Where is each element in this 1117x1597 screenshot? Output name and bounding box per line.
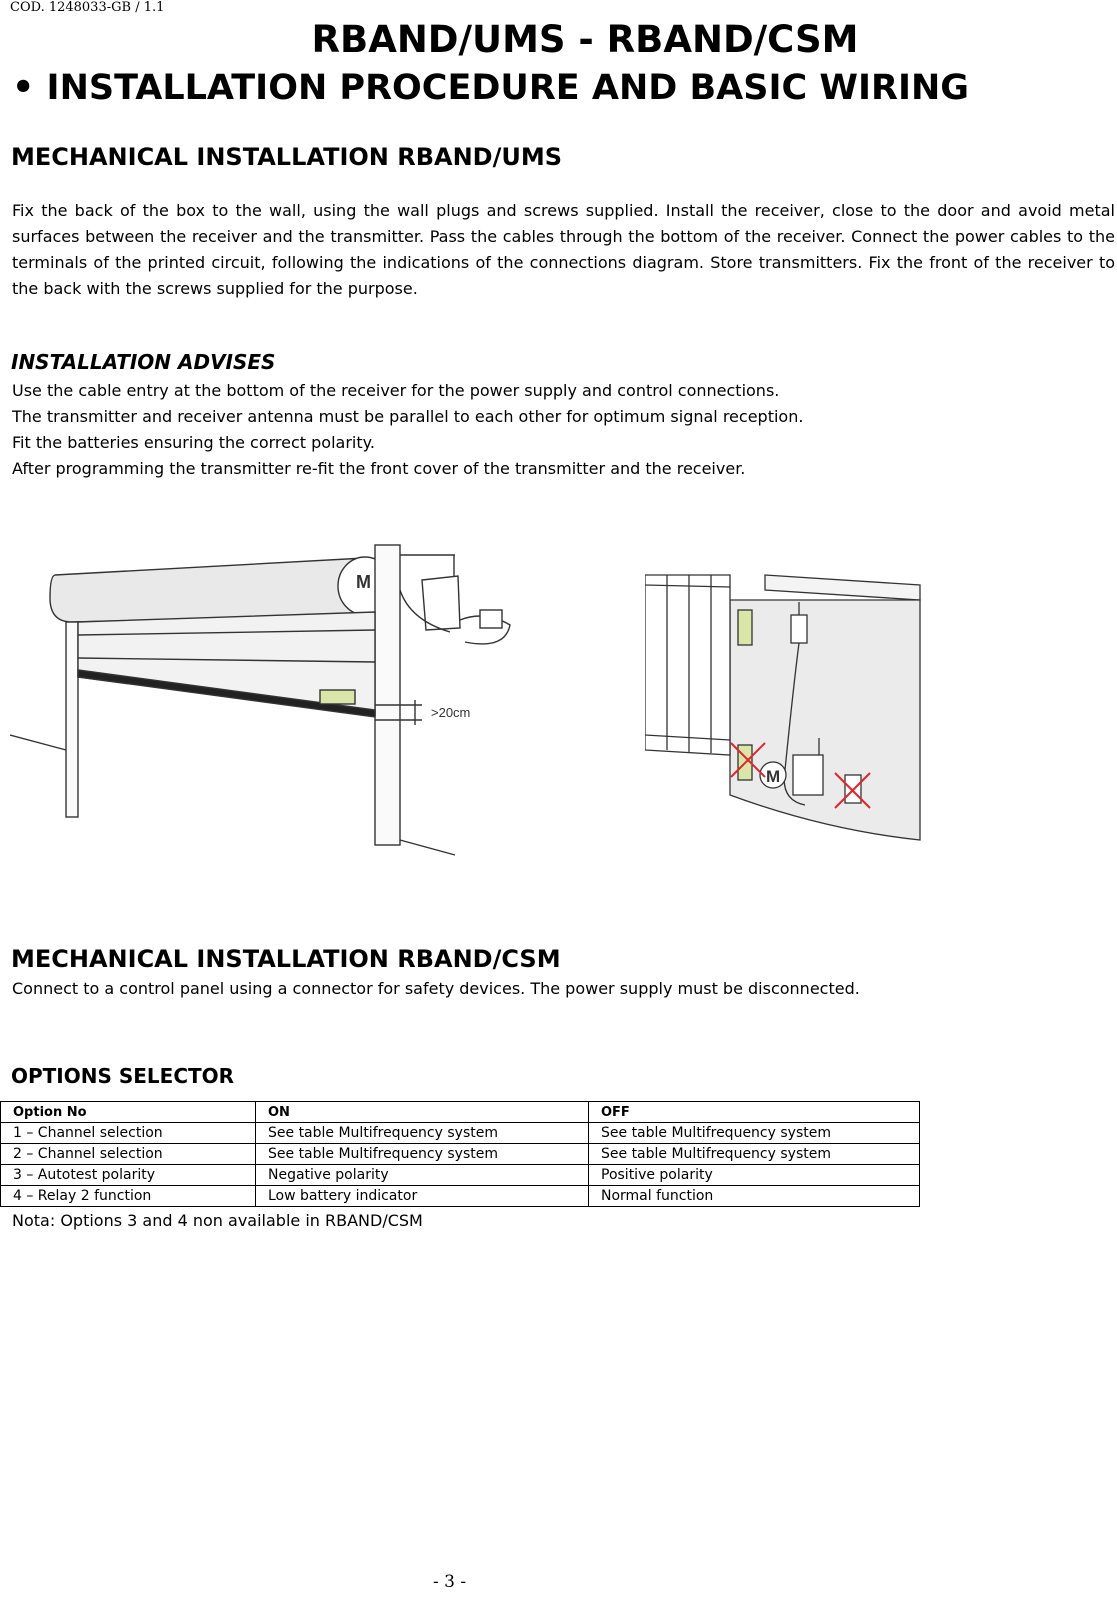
table-cell: Low battery indicator <box>256 1186 589 1207</box>
document-title: RBAND/UMS - RBAND/CSM <box>311 18 859 61</box>
right-wall-post <box>375 545 400 845</box>
page-number: - 3 - <box>433 1572 467 1592</box>
motor-label: M <box>766 767 781 786</box>
ground-line-left <box>10 735 66 750</box>
column-header: OFF <box>589 1102 920 1123</box>
distance-label: >20cm <box>431 705 471 720</box>
table-cell: 1 – Channel selection <box>1 1123 256 1144</box>
advise-line: Fit the batteries ensuring the correct polarity. <box>12 433 375 452</box>
table-row <box>1 1144 920 1165</box>
gate-panel <box>730 600 920 840</box>
table-cell: See table Multifrequency system <box>589 1144 920 1165</box>
transmitter-edge <box>320 690 355 704</box>
figure-sliding-gate <box>645 570 990 870</box>
heading-mech-ums: MECHANICAL INSTALLATION RBAND/UMS <box>11 143 563 171</box>
table-row <box>1 1165 920 1186</box>
table-cell: See table Multifrequency system <box>256 1123 589 1144</box>
motor-label: M <box>356 572 371 592</box>
fence-frame <box>645 575 730 755</box>
photocell-top <box>738 610 752 645</box>
options-table <box>0 1101 920 1207</box>
table-cell: Positive polarity <box>589 1165 920 1186</box>
table-cell: 3 – Autotest polarity <box>1 1165 256 1186</box>
connector <box>480 610 502 628</box>
column-header: ON <box>256 1102 589 1123</box>
heading-installation-advises: INSTALLATION ADVISES <box>11 350 276 374</box>
section-title-installation: • INSTALLATION PROCEDURE AND BASIC WIRING <box>12 68 969 108</box>
receiver-box <box>793 755 823 795</box>
table-cell: 2 – Channel selection <box>1 1144 256 1165</box>
options-note: Nota: Options 3 and 4 non available in RBAND/CSM <box>12 1211 423 1230</box>
table-cell: 4 – Relay 2 function <box>1 1186 256 1207</box>
heading-options-selector: OPTIONS SELECTOR <box>11 1064 235 1088</box>
table-cell: See table Multifrequency system <box>589 1123 920 1144</box>
advise-line: The transmitter and receiver antenna must be parallel to each other for optimum signal reception. <box>12 407 804 426</box>
table-cell: See table Multifrequency system <box>256 1144 589 1165</box>
advises-list <box>12 378 803 482</box>
table-row <box>1 1186 920 1207</box>
table-cell: Normal function <box>589 1186 920 1207</box>
advise-line: After programming the transmitter re-fit the front cover of the transmitter and the receiver. <box>12 459 746 478</box>
column-header: Option No <box>1 1102 256 1123</box>
transmitter-top <box>791 615 807 643</box>
paragraph-mech-csm: Connect to a control panel using a connector for safety devices. The power supply must be disconnected. <box>12 979 860 998</box>
left-wall-post <box>66 622 78 817</box>
figure-roller-shutter <box>10 540 540 875</box>
paragraph-mech-ums: Fix the back of the box to the wall, using the wall plugs and screws supplied. Install the receiver, close to the door and avoid metal surfaces between the receiver and the transmitter. Pass the cables through the bottom of the receiver. Connect the power cables to the terminals of the printed circuit, following the indications of the connections diagram. Store transmitters. Fix the front of the receiver to the back with the screws supplied for the purpose. <box>12 201 1115 298</box>
table-header-row <box>1 1102 920 1123</box>
table-row <box>1 1123 920 1144</box>
ground-line-right <box>400 840 455 855</box>
heading-mech-csm: MECHANICAL INSTALLATION RBAND/CSM <box>11 945 561 973</box>
gate-top-rail <box>765 575 920 600</box>
table-cell: Negative polarity <box>256 1165 589 1186</box>
document-code: COD. 1248033-GB / 1.1 <box>10 0 165 15</box>
advise-line: Use the cable entry at the bottom of the receiver for the power supply and control connections. <box>12 381 780 400</box>
